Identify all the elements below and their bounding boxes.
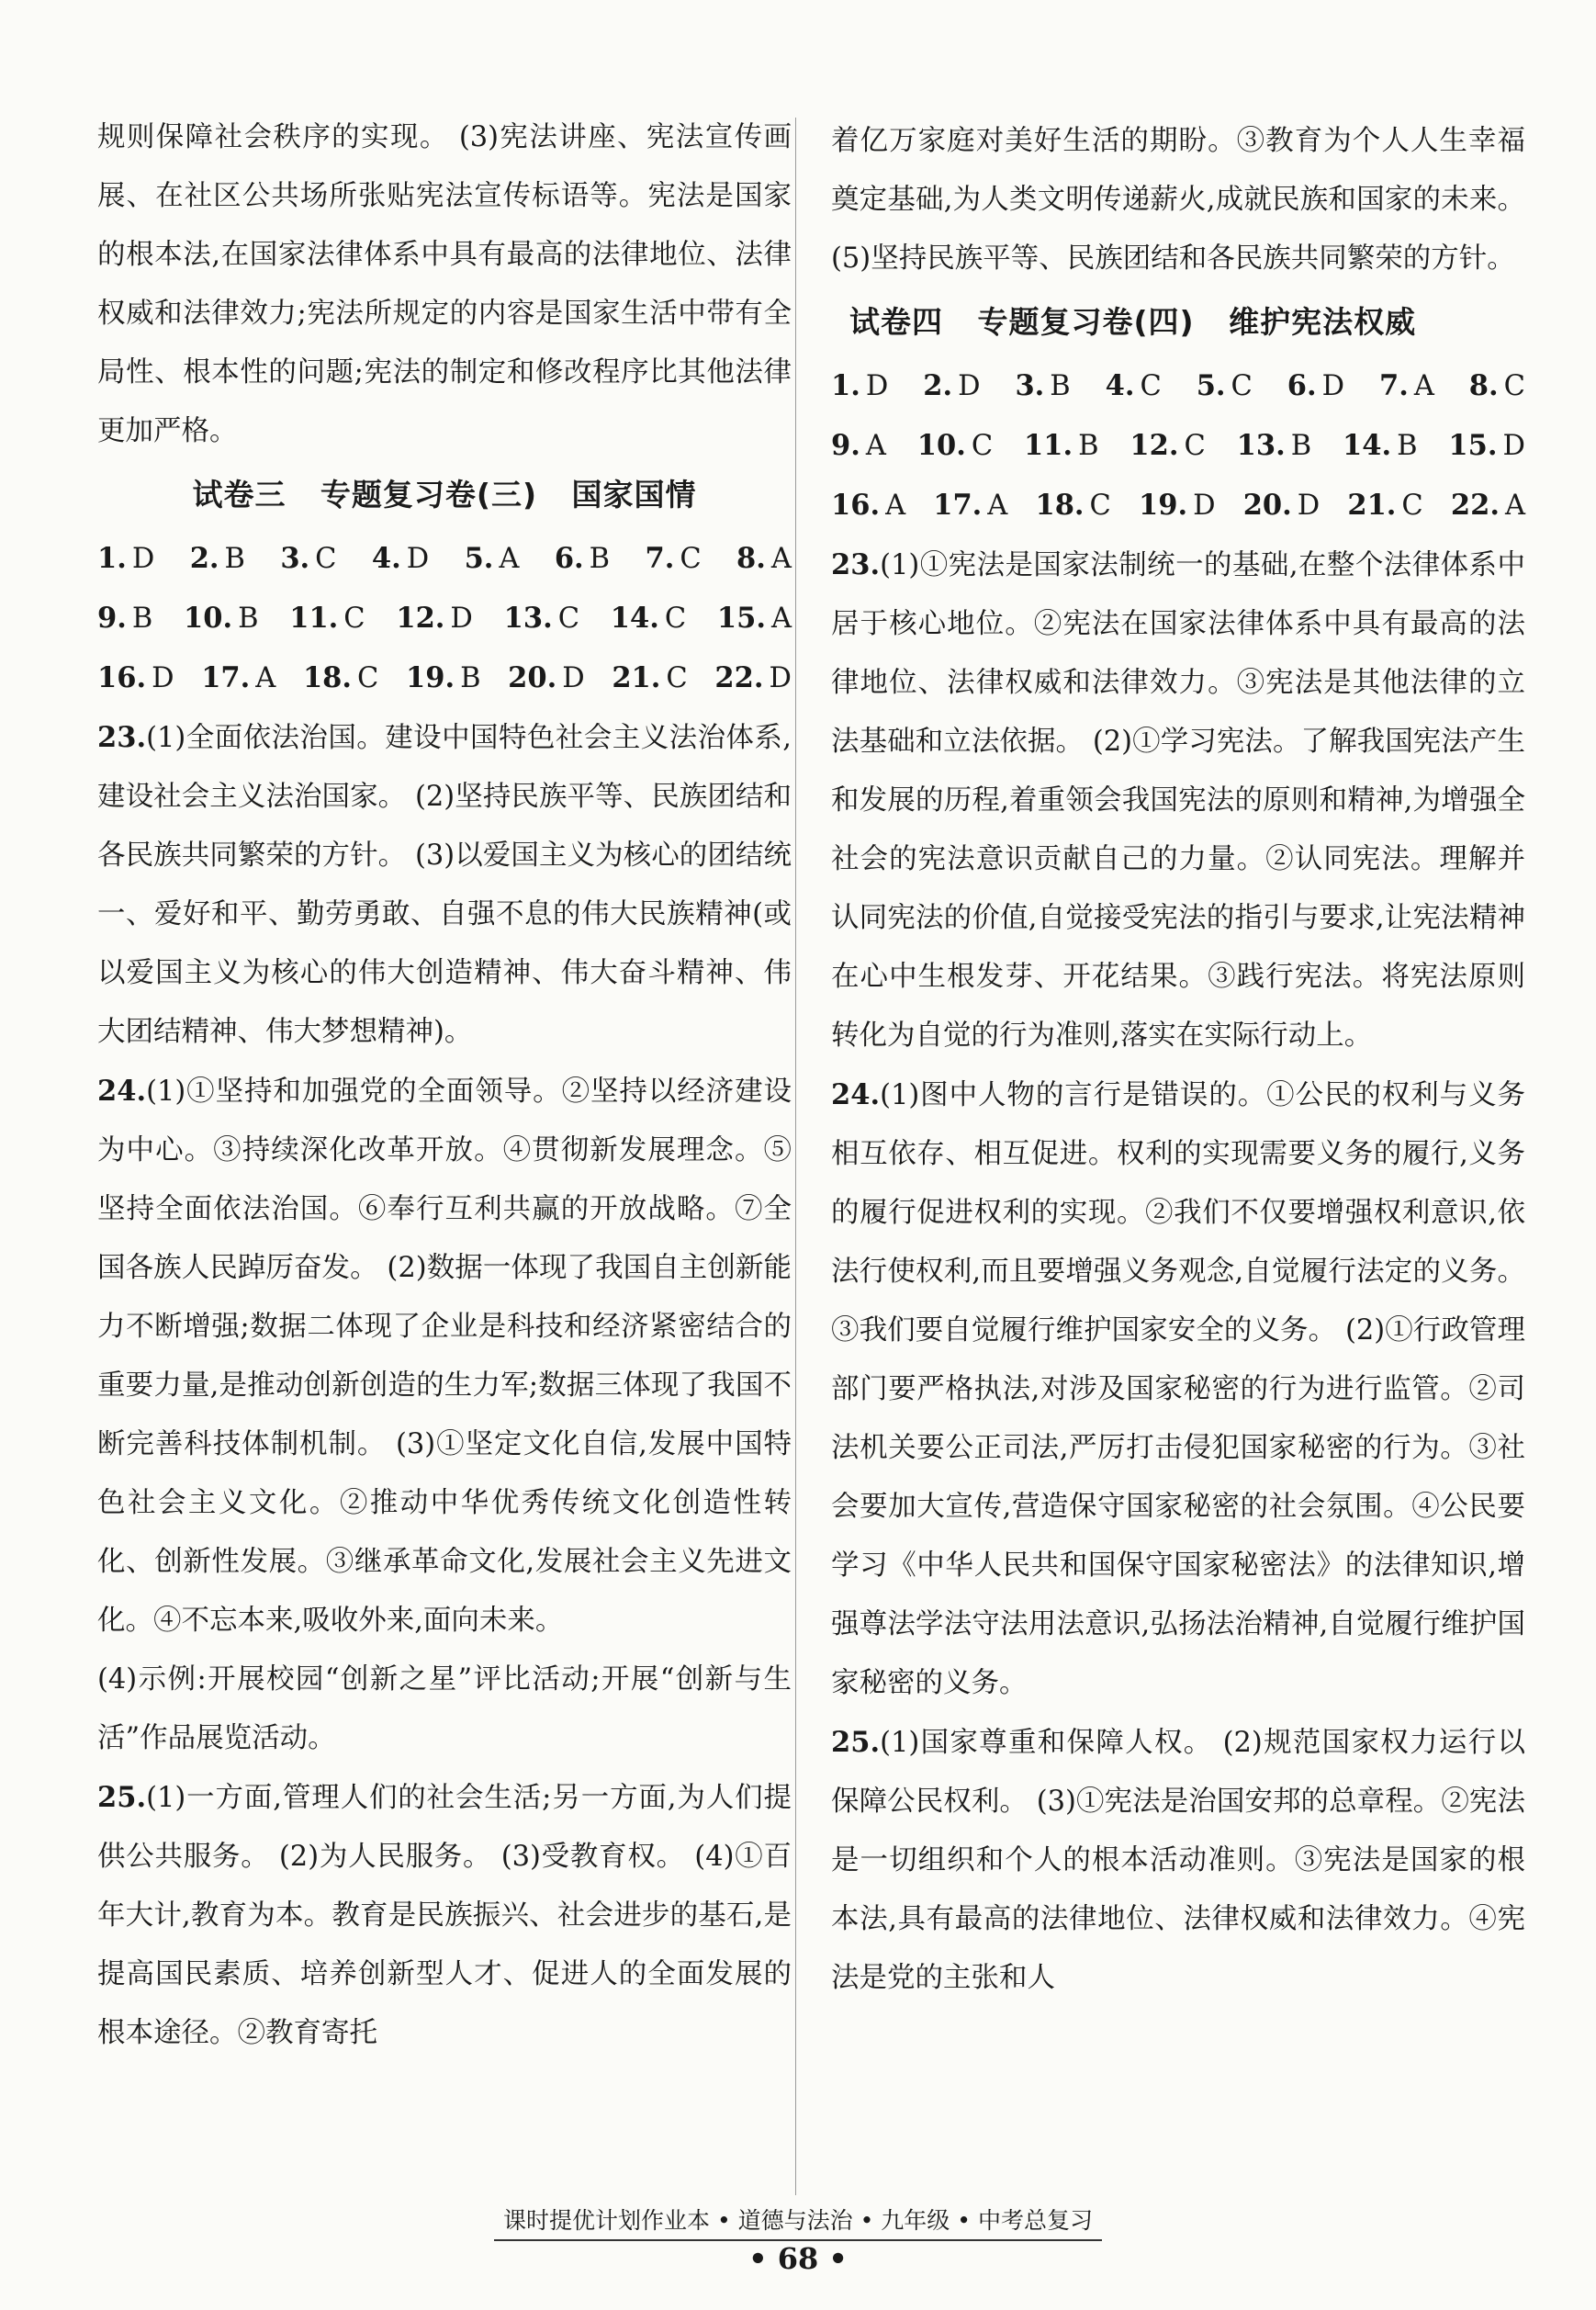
answer-item: [1347, 476, 1422, 535]
right-column: [831, 112, 1525, 2008]
answer-item: [1379, 356, 1434, 416]
question-number: 2.: [189, 542, 219, 575]
answer-letter: B: [1290, 430, 1312, 462]
answer-item: [201, 648, 275, 708]
question-number: 14.: [610, 602, 659, 635]
answer-item: [917, 416, 993, 476]
answer-item: [1035, 476, 1110, 535]
question-number: 11.: [289, 602, 339, 635]
question-number: 6.: [554, 542, 584, 575]
answer-letter: A: [885, 490, 906, 522]
question-number: 3.: [1015, 369, 1045, 402]
answer-item: [714, 648, 792, 708]
answer-item: [289, 589, 365, 648]
answer-letter: B: [224, 543, 245, 575]
footer-book-title: 课时提优计划作业本 • 道德与法治 • 九年级 • 中考总复习: [0, 2203, 1596, 2241]
answer-letter: C: [1089, 490, 1111, 522]
answer-item: [645, 529, 701, 589]
answer-letter: C: [343, 603, 365, 635]
answer-letter: D: [865, 370, 889, 402]
answer-item: [1243, 476, 1321, 535]
page-number: • 68 •: [748, 2241, 848, 2276]
answer-item: [1451, 476, 1525, 535]
question-number: 17.: [933, 489, 983, 522]
answer-item: [508, 648, 585, 708]
answer-item: [303, 648, 378, 708]
answer-item: [923, 356, 980, 416]
answer-row: [831, 476, 1525, 535]
answer-letter: D: [152, 662, 174, 694]
answer-letter: D: [1321, 370, 1345, 402]
answer-letter: D: [406, 543, 430, 575]
question-number: 11.: [1024, 429, 1073, 462]
answer-letter: C: [357, 662, 379, 694]
answer-letter: C: [664, 603, 687, 635]
question-number: 3.: [280, 542, 310, 575]
answer-item: [1448, 416, 1525, 476]
answer-item: [736, 529, 792, 589]
answer-row: [97, 589, 792, 648]
answer-letter: D: [450, 603, 473, 635]
question-number: 9.: [97, 602, 127, 635]
question-number: 12.: [1130, 429, 1179, 462]
answer-item: [831, 416, 886, 476]
answer-item: [97, 529, 154, 589]
question-number: 19.: [1139, 489, 1188, 522]
answer-letter: C: [1401, 490, 1423, 522]
question-number: 22.: [714, 661, 764, 694]
answer-letter: D: [958, 370, 981, 402]
answer-letter: D: [131, 543, 155, 575]
question-number: 4.: [1105, 369, 1135, 402]
answer-letter: D: [769, 662, 792, 694]
answer-item: [280, 529, 336, 589]
answer-letter: C: [1184, 430, 1206, 462]
answer-item: [184, 589, 258, 648]
question-number: 5.: [464, 542, 494, 575]
answer-item: [97, 589, 152, 648]
answer-letter: A: [770, 543, 792, 575]
answer-item: [372, 529, 429, 589]
answer-24-4-test-3: (4)示例:开展校园“创新之星”评比活动;开展“创新与生活”作品展览活动。: [97, 1663, 792, 1754]
answer-item: [1469, 356, 1525, 416]
right-intro-paragraph: 着亿万家庭对美好生活的期盼。③教育为个人人生幸福奠定基础,为人类文明传递薪火,成就民族和国家的未来。 (5)坚持民族平等、民族团结和各民族共同繁荣的方针。: [831, 125, 1525, 275]
column-divider: [795, 118, 796, 2195]
answer-letter: C: [557, 603, 580, 635]
answer-item: [1343, 416, 1417, 476]
question-number: 10.: [916, 429, 966, 462]
answer-item: [831, 356, 888, 416]
answer-letter: A: [770, 603, 792, 635]
question-number: 8.: [736, 542, 766, 575]
answer-letter: B: [1397, 430, 1418, 462]
answer-item: [1015, 356, 1070, 416]
answer-item: [504, 589, 579, 648]
answer-letter: C: [315, 543, 337, 575]
answer-letter: D: [1297, 490, 1321, 522]
answer-letter: A: [1413, 370, 1434, 402]
answer-25-test-3: 25.(1)一方面,管理人们的社会生活;另一方面,为人们提供公共服务。 (2)为人民服务。 (3)受教育权。 (4)①百年大计,教育为本。教育是民族振兴、社会进步的基石,是提高国民素质、培养创新型人才、促进人的全面发展的根本途径。②教育寄托: [97, 1781, 792, 2049]
question-number: 20.: [508, 661, 557, 694]
question-number: 22.: [1450, 489, 1500, 522]
answer-item: [465, 529, 520, 589]
question-number: 1.: [97, 542, 127, 575]
answer-row: [831, 356, 1525, 416]
answer-letter: C: [666, 662, 688, 694]
answer-letter: B: [589, 543, 611, 575]
answer-24-test-3: 24.(1)①坚持和加强党的全面领导。②坚持以经济建设为中心。③持续深化改革开放。④贯彻新发展理念。⑤坚持全面依法治国。⑥奉行互利共赢的开放战略。⑦全国各族人民踔厉奋发。 (2)数据一体现了我国自主创新能力不断增强;数据二体现了企业是科技和经济紧密结合的重要力量,是推动创新创造的生力军;数据三体现了我国不断完善科技体制机制。 (3)①坚定文化自信,发展中国特色社会主义文化。②推动中华优秀传统文化创造性转化、创新性发展。③继承革命文化,发展社会主义先进文化。④不忘本来,吸收外来,面向未来。: [97, 1075, 792, 1637]
left-column: [97, 108, 792, 2063]
answer-24-test-4: 24.(1)图中人物的言行是错误的。①公民的权利与义务相互依存、相互促进。权利的实现需要义务的履行,义务的履行促进权利的实现。②我们不仅要增强权利意识,依法行使权利,而且要增强义务观念,自觉履行法定的义务。③我们要自觉履行维护国家安全的义务。 (2)①行政管理部门要严格执法,对涉及国家秘密的行为进行监管。②司法机关要公正司法,严厉打击侵犯国家秘密的行为。③社会要加大宣传,营造保守国家秘密的社会氛围。④公民要学习《中华人民共和国保守国家秘密法》的法律知识,增强尊法学法守法用法意识,弘扬法治精神,自觉履行维护国家秘密的义务。: [831, 1078, 1525, 1699]
answer-letter: C: [971, 430, 994, 462]
question-number: 15.: [1448, 429, 1498, 462]
answer-item: [1237, 416, 1311, 476]
answer-23-test-4: 23.(1)①宪法是国家法制统一的基础,在整个法律体系中居于核心地位。②宪法在国家法律体系中具有最高的法律地位、法律权威和法律效力。③宪法是其他法律的立法基础和立法依据。 (2)①学习宪法。了解我国宪法产生和发展的历程,着重领会我国宪法的原则和精神,为增强全社会的宪法意识贡献自己的力量。②认同宪法。理解并认同宪法的价值,自觉接受宪法的指引与要求,让宪法精神在心中生根发芽、开花结果。③践行宪法。将宪法原则转化为自觉的行为准则,落实在实际行动上。: [831, 548, 1525, 1052]
answer-letter: B: [1078, 430, 1099, 462]
question-number: 6.: [1287, 369, 1317, 402]
answer-letter: A: [865, 430, 886, 462]
answer-letter: C: [1503, 370, 1525, 402]
question-number: 8.: [1468, 369, 1499, 402]
answer-letter: B: [460, 662, 481, 694]
answer-letter: D: [1193, 490, 1216, 522]
answer-item: [611, 589, 686, 648]
answer-item: [1197, 356, 1253, 416]
answer-letter: B: [238, 603, 259, 635]
question-number: 13.: [1236, 429, 1286, 462]
answer-letter: A: [1504, 490, 1525, 522]
question-number: 16.: [831, 489, 881, 522]
answer-letter: C: [1231, 370, 1253, 402]
section-title-test-3: 试卷三 专题复习卷(三) 国家国情: [192, 477, 697, 513]
answer-letter: D: [1502, 430, 1525, 462]
question-number: 17.: [201, 661, 251, 694]
answer-letter: A: [499, 543, 520, 575]
question-number: 21.: [612, 661, 661, 694]
question-number: 7.: [645, 542, 675, 575]
answer-grid-test-4: [831, 356, 1525, 535]
answer-item: [612, 648, 687, 708]
answer-23-test-3: 23.(1)全面依法治国。建设中国特色社会主义法治体系,建设社会主义法治国家。 (2)坚持民族平等、民族团结和各民族共同繁荣的方针。 (3)以爱国主义为核心的团结统一、爱好和平、勤劳勇敢、自强不息的伟大民族精神(或以爱国主义为核心的伟大创造精神、伟大奋斗精神、伟大团结精神、伟大梦想精神)。: [97, 721, 792, 1048]
answer-letter: A: [987, 490, 1008, 522]
answer-item: [831, 476, 905, 535]
answer-item: [190, 529, 245, 589]
answer-letter: B: [131, 603, 153, 635]
answer-item: [1139, 476, 1216, 535]
answer-letter: C: [1140, 370, 1162, 402]
answer-item: [1106, 356, 1162, 416]
question-number: 18.: [302, 661, 352, 694]
answer-item: [1024, 416, 1098, 476]
answer-row: [97, 529, 792, 589]
answer-letter: A: [255, 662, 276, 694]
section-title-test-4: 试卷四 专题复习卷(四) 维护宪法权威: [849, 304, 1417, 340]
answer-item: [1287, 356, 1344, 416]
question-number: 1.: [831, 369, 860, 402]
answer-item: [406, 648, 480, 708]
question-number: 16.: [97, 661, 147, 694]
answer-letter: B: [1050, 370, 1071, 402]
answer-row: [97, 648, 792, 708]
question-number: 14.: [1343, 429, 1392, 462]
answer-item: [396, 589, 473, 648]
question-number: 12.: [396, 602, 445, 635]
question-number: 21.: [1347, 489, 1397, 522]
question-number: 20.: [1242, 489, 1292, 522]
answer-grid-test-3: [97, 529, 792, 708]
question-number: 13.: [503, 602, 553, 635]
question-number: 18.: [1035, 489, 1085, 522]
answer-letter: D: [562, 662, 585, 694]
answer-item: [555, 529, 610, 589]
answer-item: [1130, 416, 1205, 476]
answer-row: [831, 416, 1525, 476]
answer-item: [717, 589, 792, 648]
question-number: 7.: [1379, 369, 1409, 402]
answer-item: [933, 476, 1007, 535]
answer-item: [97, 648, 174, 708]
answer-letter: C: [680, 543, 702, 575]
question-number: 4.: [371, 542, 401, 575]
question-number: 15.: [716, 602, 766, 635]
question-number: 9.: [831, 429, 860, 462]
left-intro-paragraph: 规则保障社会秩序的实现。 (3)宪法讲座、宪法宣传画展、在社区公共场所张贴宪法宣传标语等。宪法是国家的根本法,在国家法律体系中具有最高的法律地位、法律权威和法律效力;宪法所规定的内容是国家生活中带有全局性、根本性的问题;宪法的制定和修改程序比其他法律更加严格。: [97, 121, 792, 447]
question-number: 19.: [406, 661, 455, 694]
question-number: 10.: [184, 602, 233, 635]
question-number: 2.: [923, 369, 953, 402]
question-number: 5.: [1196, 369, 1226, 402]
answer-25-test-4: 25.(1)国家尊重和保障人权。 (2)规范国家权力运行以保障公民权利。 (3)①宪法是治国安邦的总章程。②宪法是一切组织和个人的根本活动准则。③宪法是国家的根本法,具有最高的法律地位、法律权威和法律效力。④宪法是党的主张和人: [831, 1726, 1525, 1994]
